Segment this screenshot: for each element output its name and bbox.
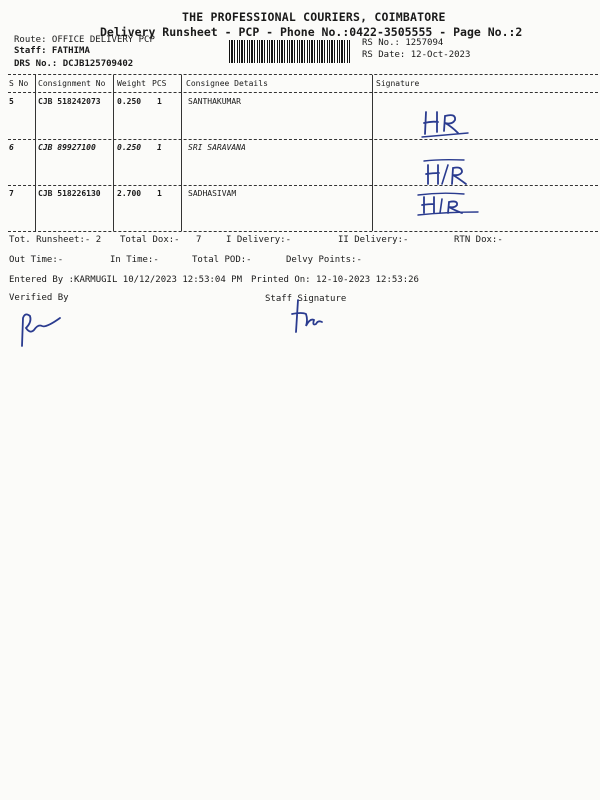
entered-by: Entered By :KARMUGIL 10/12/2023 12:53:04 PM — [9, 275, 242, 285]
drs-number: DRS No.: DCJB125709402 — [14, 59, 134, 69]
rs-number: RS No.: 1257094 — [362, 38, 444, 48]
column-divider — [35, 75, 36, 231]
column-divider — [113, 75, 114, 231]
total-pod: Total POD:- — [192, 255, 252, 265]
table-bottom-rule — [8, 231, 598, 232]
row-sno: 5 — [9, 97, 14, 106]
row-pcs: 1 — [157, 189, 162, 198]
row-divider — [8, 185, 598, 186]
row-pcs: 1 — [157, 143, 162, 152]
column-header-sno: S No — [9, 79, 29, 88]
row-divider — [8, 139, 598, 140]
staff-label: Staff: FATHIMA — [14, 46, 90, 56]
ii-delivery: II Delivery:- — [338, 235, 409, 245]
handwritten-signature-row-5 — [418, 108, 478, 140]
verifier-signature — [16, 308, 66, 348]
rtn-dox: RTN Dox:- — [454, 235, 503, 245]
row-consignee: SRI SARAVANA — [188, 143, 246, 152]
handwritten-signature-row-7 — [416, 191, 486, 217]
row-weight: 0.250 — [117, 97, 142, 106]
row-consignee: SADHASIVAM — [188, 189, 237, 198]
out-time: Out Time:- — [9, 255, 64, 265]
row-consignee: SANTHAKUMAR — [188, 97, 241, 106]
column-header-consignee: Consignee Details — [186, 79, 268, 88]
i-delivery: I Delivery:- — [226, 235, 292, 245]
runsheet-title: Delivery Runsheet - PCP - Phone No.:0422-3505555 - Page No.:2 — [100, 25, 523, 39]
staff-signature-label: Staff Signature — [265, 294, 347, 304]
column-header-pcs: PCS — [152, 79, 167, 88]
table-header-rule — [8, 92, 598, 93]
row-weight: 2.700 — [117, 189, 142, 198]
column-divider — [181, 75, 182, 231]
company-name: THE PROFESSIONAL COURIERS, COIMBATORE — [182, 10, 446, 24]
row-sno: 6 — [9, 143, 14, 152]
in-time: In Time:- — [110, 255, 159, 265]
row-weight: 0.250 — [117, 143, 142, 152]
printed-on: Printed On: 12-10-2023 12:53:26 — [251, 275, 419, 285]
barcode — [229, 40, 351, 63]
row-consignment: CJB 518226130 — [38, 189, 101, 198]
column-divider — [372, 75, 373, 231]
total-runsheet: Tot. Runsheet:- 2 — [9, 235, 102, 245]
rs-date: RS Date: 12-Oct-2023 — [362, 50, 471, 60]
table-top-rule — [8, 74, 598, 75]
column-header-signature: Signature — [376, 79, 420, 88]
verified-by-label: Verified By — [9, 293, 69, 303]
row-consignment: CJB 518242073 — [38, 97, 101, 106]
route-label: Route: OFFICE DELIVERY PCP — [14, 35, 155, 45]
column-header-weight: Weight — [117, 79, 146, 88]
row-pcs: 1 — [157, 97, 162, 106]
row-sno: 7 — [9, 189, 14, 198]
total-dox-label: Total Dox:- — [120, 235, 180, 245]
staff-signature — [288, 298, 328, 336]
handwritten-signature-row-6 — [420, 156, 480, 188]
column-header-consignment: Consignment No — [38, 79, 106, 88]
row-consignment: CJB 89927100 — [38, 143, 96, 152]
total-dox-value: 7 — [196, 235, 202, 245]
delivery-points: Delvy Points:- — [286, 255, 362, 265]
